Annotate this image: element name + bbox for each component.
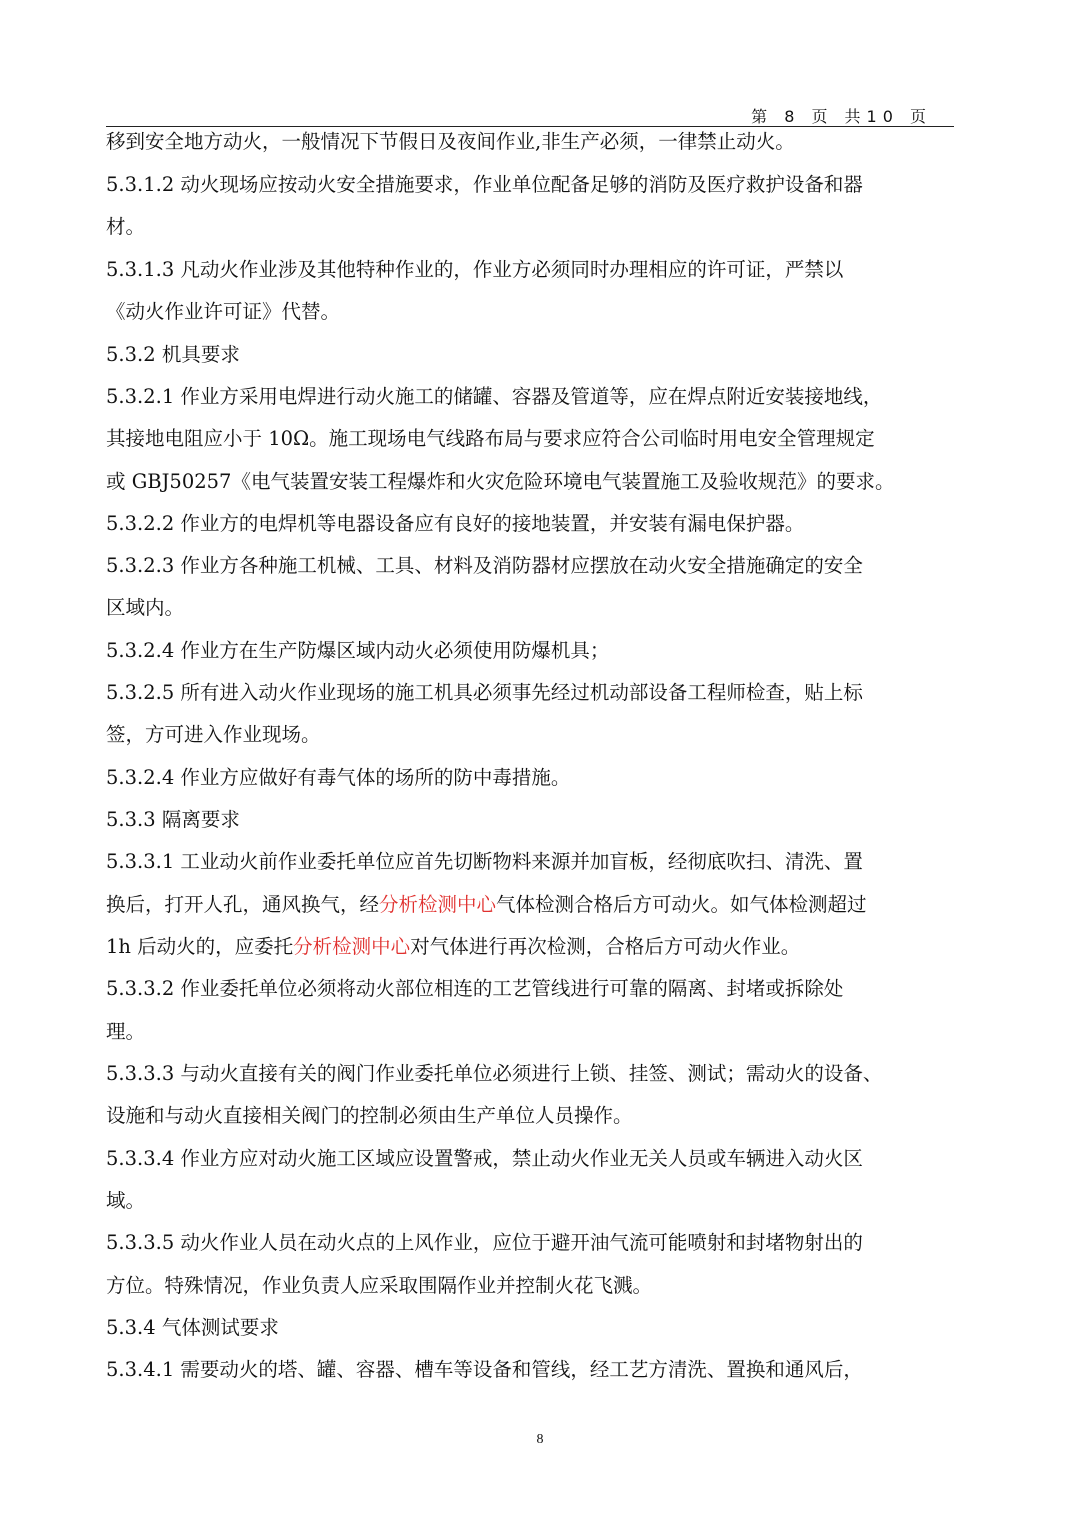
text-line: 设施和与动火直接相关阀门的控制必须由生产单位人员操作。 (106, 1104, 633, 1127)
text-segment: 1h 后动火的，应委托 (106, 935, 294, 958)
text-line: 材。 (106, 215, 146, 238)
text-segment: 对气体进行再次检测，合格后方可动火作业。 (410, 935, 801, 958)
text-line: 5.3.2.1 作业方采用电焊进行动火施工的储罐、容器及管道等，应在焊点附近安装接地线， (106, 385, 883, 408)
text-line (106, 893, 954, 917)
text-line: 《动火作业许可证》代替。 (106, 300, 341, 323)
text-line: 区域内。 (106, 596, 185, 619)
text-line: 5.3.3.2 作业委托单位必须将动火部位相连的工艺管线进行可靠的隔离、封堵或拆除处 (106, 977, 844, 1000)
text-line: 方位。特殊情况，作业负责人应采取围隔作业并控制火花飞溅。 (106, 1274, 653, 1297)
text-line: 5.3.2.5 所有进入动火作业现场的施工机具必须事先经过机动部设备工程师检查，贴上标 (106, 681, 863, 704)
text-segment: 气体检测合格后方可动火。如气体检测超过 (496, 893, 867, 916)
text-line: 5.3.3.3 与动火直接有关的阀门作业委托单位必须进行上锁、挂签、测试；需动火的设备、 (106, 1062, 883, 1085)
text-line: 5.3.1.3 凡动火作业涉及其他特种作业的，作业方必须同时办理相应的许可证，严禁以 (106, 258, 844, 281)
text-line: 或 GBJ50257《电气装置安装工程爆炸和火灾危险环境电气装置施工及验收规范》的要求。 (106, 470, 895, 493)
text-line: 5.3.2.3 作业方各种施工机械、工具、材料及消防器材应摆放在动火安全措施确定的安全 (106, 554, 863, 577)
text-line: 域。 (106, 1189, 146, 1212)
text-line: 5.3.3.5 动火作业人员在动火点的上风作业，应位于避开油气流可能喷射和封堵物射出的 (106, 1231, 863, 1254)
page-count: 第 8 页 共10 页 (751, 107, 932, 126)
text-line: 5.3.4.1 需要动火的塔、罐、容器、槽车等设备和管线，经工艺方清洗、置换和通风后， (106, 1358, 863, 1381)
text-line: 理。 (106, 1020, 146, 1043)
text-segment: 换后，打开人孔，通风换气，经 (106, 893, 380, 916)
text-line: 签，方可进入作业现场。 (106, 723, 321, 746)
section-heading: 5.3.2 机具要求 (106, 343, 240, 366)
section-heading: 5.3.3 隔离要求 (106, 808, 240, 831)
text-line: 5.3.1.2 动火现场应按动火安全措施要求，作业单位配备足够的消防及医疗救护设备和器 (106, 173, 863, 196)
text-line: 5.3.2.2 作业方的电焊机等电器设备应有良好的接地装置，并安装有漏电保护器。 (106, 512, 805, 535)
text-line: 其接地电阻应小于 10Ω。施工现场电气线路布局与要求应符合公司临时用电安全管理规定 (106, 427, 875, 450)
text-line: 移到安全地方动火，一般情况下节假日及夜间作业,非生产必须，一律禁止动火。 (106, 130, 795, 153)
text-line: 5.3.2.4 作业方应做好有毒气体的场所的防中毒措施。 (106, 766, 571, 789)
text-line (106, 935, 954, 959)
section-heading: 5.3.4 气体测试要求 (106, 1316, 279, 1339)
text-line: 5.3.2.4 作业方在生产防爆区域内动火必须使用防爆机具； (106, 639, 610, 662)
highlighted-org-name: 分析检测中心 (379, 893, 497, 916)
text-line: 5.3.3.1 工业动火前作业委托单位应首先切断物料来源并加盲板，经彻底吹扫、清洗、置 (106, 850, 863, 873)
page-header (106, 104, 954, 127)
text-line: 5.3.3.4 作业方应对动火施工区域应设置警戒，禁止动火作业无关人员或车辆进入动火区 (106, 1147, 863, 1170)
highlighted-org-name: 分析检测中心 (293, 935, 411, 958)
page-number: 8 (536, 1432, 544, 1447)
